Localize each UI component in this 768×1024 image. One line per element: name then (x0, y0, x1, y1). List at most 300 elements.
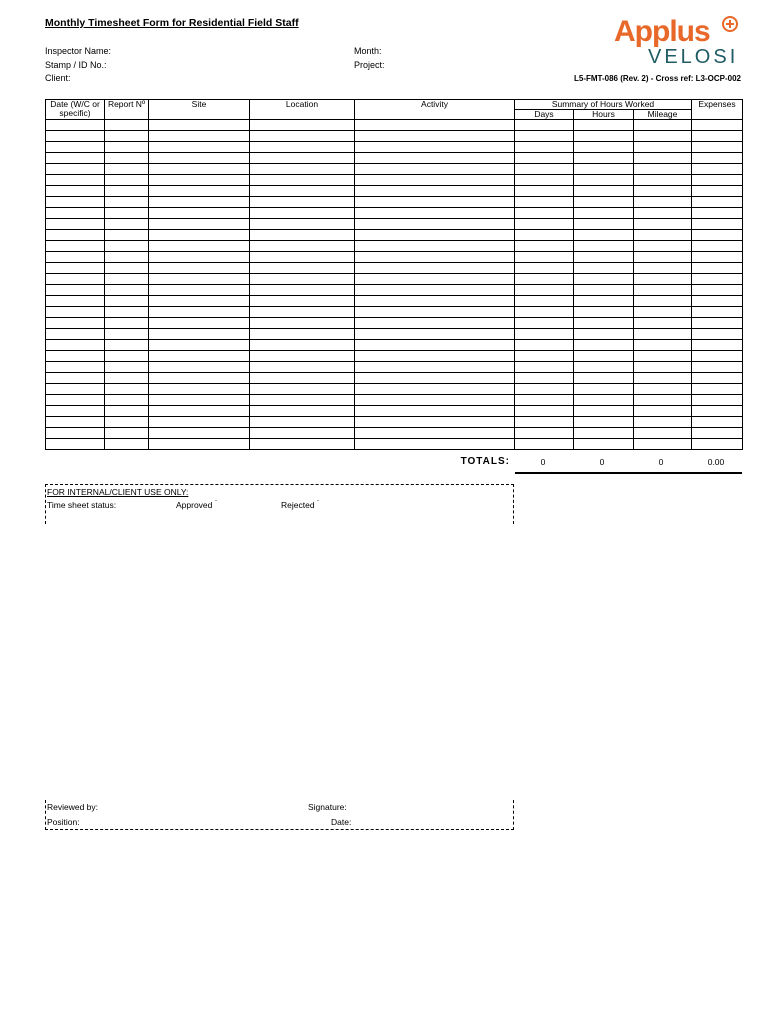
table-cell[interactable] (515, 428, 574, 439)
table-cell[interactable] (355, 142, 515, 153)
table-cell[interactable] (692, 186, 743, 197)
table-cell[interactable] (250, 439, 355, 450)
table-cell[interactable] (105, 362, 149, 373)
table-cell[interactable] (515, 274, 574, 285)
table-cell[interactable] (250, 296, 355, 307)
col-days-header: Days (515, 110, 574, 120)
table-cell[interactable] (515, 186, 574, 197)
table-cell[interactable] (692, 153, 743, 164)
table-cell[interactable] (46, 120, 105, 131)
table-cell[interactable] (105, 120, 149, 131)
table-row (46, 373, 743, 384)
table-cell[interactable] (515, 318, 574, 329)
table-cell[interactable] (515, 296, 574, 307)
table-cell[interactable] (149, 351, 250, 362)
approved-option[interactable] (176, 500, 217, 510)
table-cell[interactable] (355, 417, 515, 428)
table-cell[interactable] (515, 329, 574, 340)
table-cell[interactable] (634, 417, 692, 428)
table-cell[interactable] (149, 230, 250, 241)
table-cell[interactable] (634, 142, 692, 153)
table-cell[interactable] (355, 263, 515, 274)
table-cell[interactable] (634, 219, 692, 230)
table-cell[interactable] (634, 208, 692, 219)
table-cell[interactable] (149, 263, 250, 274)
table-cell[interactable] (574, 362, 634, 373)
table-cell[interactable] (149, 296, 250, 307)
table-cell[interactable] (692, 428, 743, 439)
table-cell[interactable] (250, 175, 355, 186)
table-cell[interactable] (149, 241, 250, 252)
table-cell[interactable] (149, 120, 250, 131)
table-cell[interactable] (149, 175, 250, 186)
table-cell[interactable] (105, 208, 149, 219)
table-cell[interactable] (355, 208, 515, 219)
table-cell[interactable] (250, 384, 355, 395)
table-cell[interactable] (574, 186, 634, 197)
table-cell[interactable] (574, 285, 634, 296)
col-summary-header: Summary of Hours Worked (515, 100, 692, 110)
table-cell[interactable] (634, 153, 692, 164)
table-cell[interactable] (574, 417, 634, 428)
table-cell[interactable] (515, 252, 574, 263)
table-cell[interactable] (574, 175, 634, 186)
table-cell[interactable] (105, 274, 149, 285)
table-cell[interactable] (105, 197, 149, 208)
table-cell[interactable] (46, 406, 105, 417)
table-cell[interactable] (105, 285, 149, 296)
approved-checkbox-icon[interactable]: ¨ (214, 500, 218, 507)
table-cell[interactable] (515, 142, 574, 153)
table-cell[interactable] (149, 384, 250, 395)
table-cell[interactable] (634, 384, 692, 395)
table-cell[interactable] (250, 351, 355, 362)
table-cell[interactable] (105, 329, 149, 340)
table-cell[interactable] (634, 164, 692, 175)
table-cell[interactable] (250, 241, 355, 252)
table-cell[interactable] (574, 219, 634, 230)
table-cell[interactable] (149, 285, 250, 296)
table-cell[interactable] (105, 439, 149, 450)
table-cell[interactable] (355, 351, 515, 362)
table-cell[interactable] (250, 307, 355, 318)
total-mileage: 0 (658, 457, 664, 467)
table-cell[interactable] (105, 252, 149, 263)
table-cell[interactable] (692, 439, 743, 450)
table-cell[interactable] (46, 164, 105, 175)
table-cell[interactable] (692, 219, 743, 230)
table-cell[interactable] (634, 373, 692, 384)
table-cell[interactable] (515, 417, 574, 428)
table-cell[interactable] (355, 428, 515, 439)
table-cell[interactable] (692, 175, 743, 186)
table-cell[interactable] (355, 373, 515, 384)
table-cell[interactable] (574, 439, 634, 450)
table-cell[interactable] (46, 384, 105, 395)
table-cell[interactable] (355, 230, 515, 241)
table-cell[interactable] (105, 131, 149, 142)
table-cell[interactable] (515, 395, 574, 406)
table-cell[interactable] (634, 230, 692, 241)
table-cell[interactable] (515, 164, 574, 175)
table-cell[interactable] (692, 384, 743, 395)
table-cell[interactable] (149, 131, 250, 142)
table-row (46, 142, 743, 153)
table-cell[interactable] (250, 340, 355, 351)
table-cell[interactable] (515, 241, 574, 252)
table-cell[interactable] (355, 197, 515, 208)
table-cell[interactable] (692, 362, 743, 373)
table-cell[interactable] (46, 230, 105, 241)
table-cell[interactable] (105, 296, 149, 307)
reviewed-by-label: Reviewed by: (47, 802, 99, 812)
table-cell[interactable] (515, 373, 574, 384)
table-cell[interactable] (515, 263, 574, 274)
table-cell[interactable] (105, 373, 149, 384)
table-row (46, 164, 743, 175)
table-cell[interactable] (355, 296, 515, 307)
table-cell[interactable] (355, 219, 515, 230)
table-cell[interactable] (574, 120, 634, 131)
table-cell[interactable] (574, 296, 634, 307)
table-cell[interactable] (515, 120, 574, 131)
totals-label: TOTALS: (460, 456, 510, 467)
table-cell[interactable] (574, 373, 634, 384)
table-cell[interactable] (634, 285, 692, 296)
table-cell[interactable] (634, 252, 692, 263)
table-cell[interactable] (574, 164, 634, 175)
table-cell[interactable] (149, 373, 250, 384)
col-date-header: Date (W/C or specific) (46, 100, 105, 120)
table-cell[interactable] (250, 428, 355, 439)
table-cell[interactable] (515, 219, 574, 230)
table-cell[interactable] (149, 307, 250, 318)
table-cell[interactable] (634, 131, 692, 142)
table-cell[interactable] (355, 274, 515, 285)
table-cell[interactable] (250, 406, 355, 417)
table-cell[interactable] (692, 263, 743, 274)
table-row (46, 340, 743, 351)
table-cell[interactable] (574, 351, 634, 362)
table-cell[interactable] (634, 197, 692, 208)
table-cell[interactable] (692, 296, 743, 307)
table-cell[interactable] (149, 417, 250, 428)
table-cell[interactable] (355, 120, 515, 131)
table-cell[interactable] (46, 307, 105, 318)
table-cell[interactable] (634, 241, 692, 252)
total-days: 0 (540, 457, 546, 467)
table-cell[interactable] (355, 439, 515, 450)
table-cell[interactable] (574, 263, 634, 274)
table-cell[interactable] (355, 395, 515, 406)
table-cell[interactable] (574, 274, 634, 285)
table-cell[interactable] (355, 153, 515, 164)
table-cell[interactable] (692, 373, 743, 384)
table-cell[interactable] (355, 406, 515, 417)
rejected-option[interactable] (281, 500, 319, 510)
col-mileage-header: Mileage (634, 110, 692, 120)
table-cell[interactable] (46, 395, 105, 406)
table-cell[interactable] (634, 362, 692, 373)
table-cell[interactable] (692, 197, 743, 208)
table-cell[interactable] (149, 164, 250, 175)
table-cell[interactable] (692, 351, 743, 362)
table-cell[interactable] (692, 142, 743, 153)
table-cell[interactable] (105, 384, 149, 395)
table-cell[interactable] (692, 120, 743, 131)
table-cell[interactable] (149, 362, 250, 373)
table-cell[interactable] (355, 252, 515, 263)
table-cell[interactable] (250, 252, 355, 263)
table-cell[interactable] (634, 186, 692, 197)
table-cell[interactable] (105, 230, 149, 241)
table-cell[interactable] (692, 230, 743, 241)
table-cell[interactable] (250, 395, 355, 406)
table-cell[interactable] (149, 428, 250, 439)
table-cell[interactable] (634, 351, 692, 362)
table-row (46, 263, 743, 274)
table-cell[interactable] (46, 351, 105, 362)
table-cell[interactable] (355, 186, 515, 197)
table-cell[interactable] (574, 131, 634, 142)
table-cell[interactable] (149, 340, 250, 351)
table-cell[interactable] (46, 373, 105, 384)
table-cell[interactable] (149, 406, 250, 417)
table-cell[interactable] (515, 362, 574, 373)
table-cell[interactable] (634, 428, 692, 439)
table-cell[interactable] (105, 142, 149, 153)
table-cell[interactable] (515, 340, 574, 351)
table-cell[interactable] (250, 274, 355, 285)
table-cell[interactable] (692, 329, 743, 340)
table-cell[interactable] (634, 296, 692, 307)
table-cell[interactable] (634, 274, 692, 285)
table-cell[interactable] (355, 340, 515, 351)
table-cell[interactable] (105, 406, 149, 417)
table-cell[interactable] (250, 329, 355, 340)
table-cell[interactable] (105, 340, 149, 351)
table-cell[interactable] (634, 307, 692, 318)
table-cell[interactable] (250, 197, 355, 208)
table-cell[interactable] (46, 362, 105, 373)
col-activity-header: Activity (355, 100, 515, 120)
table-cell[interactable] (46, 329, 105, 340)
table-cell[interactable] (46, 417, 105, 428)
table-cell[interactable] (634, 340, 692, 351)
date-label: Date: (331, 817, 352, 827)
table-cell[interactable] (692, 285, 743, 296)
table-cell[interactable] (355, 384, 515, 395)
table-cell[interactable] (149, 252, 250, 263)
table-cell[interactable] (634, 439, 692, 450)
table-row (46, 417, 743, 428)
table-cell[interactable] (515, 439, 574, 450)
table-cell[interactable] (46, 318, 105, 329)
table-cell[interactable] (149, 318, 250, 329)
table-cell[interactable] (515, 351, 574, 362)
table-cell[interactable] (105, 175, 149, 186)
table-cell[interactable] (46, 428, 105, 439)
table-cell[interactable] (515, 175, 574, 186)
table-cell[interactable] (692, 131, 743, 142)
table-cell[interactable] (574, 384, 634, 395)
table-cell[interactable] (355, 241, 515, 252)
table-cell[interactable] (105, 395, 149, 406)
table-cell[interactable] (149, 274, 250, 285)
table-cell[interactable] (574, 307, 634, 318)
table-cell[interactable] (515, 406, 574, 417)
table-cell[interactable] (46, 142, 105, 153)
table-cell[interactable] (574, 230, 634, 241)
table-cell[interactable] (105, 263, 149, 274)
timesheet-table (45, 99, 743, 450)
table-cell[interactable] (692, 307, 743, 318)
table-cell[interactable] (355, 318, 515, 329)
table-cell[interactable] (574, 153, 634, 164)
rejected-label: Rejected (281, 500, 315, 510)
table-row (46, 296, 743, 307)
table-cell[interactable] (355, 164, 515, 175)
table-cell[interactable] (46, 296, 105, 307)
table-cell[interactable] (634, 406, 692, 417)
table-cell[interactable] (149, 219, 250, 230)
table-cell[interactable] (250, 362, 355, 373)
table-cell[interactable] (515, 153, 574, 164)
table-cell[interactable] (692, 208, 743, 219)
table-cell[interactable] (105, 307, 149, 318)
col-report-header: Report Nº (105, 100, 149, 120)
table-cell[interactable] (692, 406, 743, 417)
table-cell[interactable] (250, 417, 355, 428)
table-cell[interactable] (250, 186, 355, 197)
table-cell[interactable] (634, 263, 692, 274)
table-cell[interactable] (515, 208, 574, 219)
table-cell[interactable] (692, 252, 743, 263)
table-cell[interactable] (355, 307, 515, 318)
table-cell[interactable] (355, 175, 515, 186)
rejected-checkbox-icon[interactable]: ¨ (316, 500, 320, 507)
table-cell[interactable] (46, 153, 105, 164)
table-cell[interactable] (149, 329, 250, 340)
table-cell[interactable] (46, 175, 105, 186)
table-cell[interactable] (46, 439, 105, 450)
table-row (46, 241, 743, 252)
table-cell[interactable] (105, 241, 149, 252)
table-cell[interactable] (515, 384, 574, 395)
table-cell[interactable] (355, 131, 515, 142)
table-cell[interactable] (149, 142, 250, 153)
table-cell[interactable] (574, 197, 634, 208)
table-cell[interactable] (149, 208, 250, 219)
table-cell[interactable] (355, 329, 515, 340)
table-cell[interactable] (515, 197, 574, 208)
table-cell[interactable] (149, 395, 250, 406)
table-cell[interactable] (250, 373, 355, 384)
table-cell[interactable] (574, 252, 634, 263)
table-cell[interactable] (574, 142, 634, 153)
col-expenses-header: Expenses (692, 100, 743, 120)
table-cell[interactable] (250, 230, 355, 241)
table-cell[interactable] (574, 340, 634, 351)
table-cell[interactable] (355, 285, 515, 296)
table-cell[interactable] (105, 428, 149, 439)
table-cell[interactable] (250, 164, 355, 175)
table-cell[interactable] (692, 274, 743, 285)
table-cell[interactable] (105, 318, 149, 329)
table-cell[interactable] (46, 197, 105, 208)
table-cell[interactable] (692, 395, 743, 406)
table-cell[interactable] (515, 285, 574, 296)
table-cell[interactable] (250, 131, 355, 142)
table-cell[interactable] (46, 131, 105, 142)
table-cell[interactable] (634, 318, 692, 329)
table-cell[interactable] (574, 241, 634, 252)
table-cell[interactable] (105, 164, 149, 175)
table-cell[interactable] (46, 274, 105, 285)
table-cell[interactable] (692, 417, 743, 428)
table-cell[interactable] (149, 186, 250, 197)
table-cell[interactable] (692, 318, 743, 329)
table-row (46, 384, 743, 395)
table-row (46, 175, 743, 186)
table-cell[interactable] (46, 340, 105, 351)
table-cell[interactable] (46, 263, 105, 274)
table-cell[interactable] (46, 219, 105, 230)
logo-sub-text: VELOSI (648, 46, 739, 68)
table-cell[interactable] (46, 186, 105, 197)
table-cell[interactable] (149, 197, 250, 208)
table-cell[interactable] (634, 329, 692, 340)
table-cell[interactable] (46, 241, 105, 252)
table-cell[interactable] (634, 175, 692, 186)
table-cell[interactable] (355, 362, 515, 373)
table-cell[interactable] (105, 153, 149, 164)
table-cell[interactable] (574, 208, 634, 219)
table-cell[interactable] (515, 131, 574, 142)
table-cell[interactable] (574, 329, 634, 340)
table-cell[interactable] (105, 351, 149, 362)
table-cell[interactable] (46, 285, 105, 296)
table-cell[interactable] (250, 142, 355, 153)
table-cell[interactable] (250, 120, 355, 131)
table-cell[interactable] (250, 318, 355, 329)
table-cell[interactable] (149, 153, 250, 164)
table-cell[interactable] (692, 164, 743, 175)
table-row (46, 395, 743, 406)
table-cell[interactable] (250, 263, 355, 274)
table-cell[interactable] (515, 307, 574, 318)
table-cell[interactable] (250, 153, 355, 164)
table-cell[interactable] (574, 318, 634, 329)
table-cell[interactable] (692, 241, 743, 252)
table-cell[interactable] (574, 406, 634, 417)
table-cell[interactable] (46, 252, 105, 263)
table-cell[interactable] (105, 417, 149, 428)
table-cell[interactable] (574, 428, 634, 439)
table-cell[interactable] (250, 219, 355, 230)
table-cell[interactable] (634, 120, 692, 131)
table-cell[interactable] (105, 219, 149, 230)
table-cell[interactable] (515, 230, 574, 241)
table-cell[interactable] (250, 285, 355, 296)
table-cell[interactable] (105, 186, 149, 197)
table-cell[interactable] (574, 395, 634, 406)
table-cell[interactable] (250, 208, 355, 219)
table-cell[interactable] (149, 439, 250, 450)
table-cell[interactable] (692, 340, 743, 351)
table-cell[interactable] (46, 208, 105, 219)
table-cell[interactable] (634, 395, 692, 406)
